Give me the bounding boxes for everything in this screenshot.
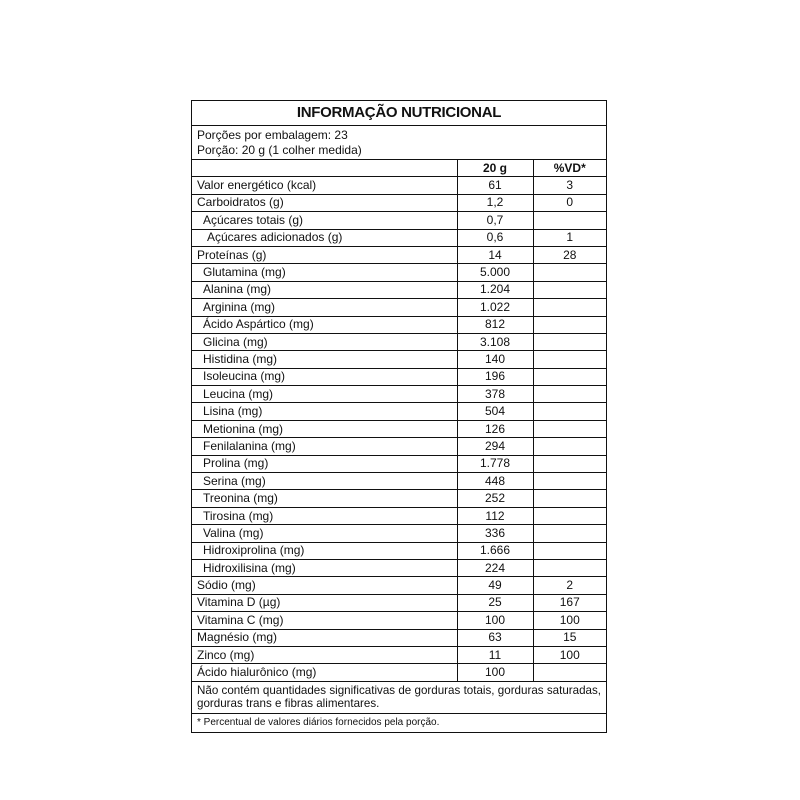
nutrient-dv: 0 [533, 194, 606, 211]
nutrient-name: Lisina (mg) [192, 403, 457, 420]
table-row [192, 473, 606, 490]
nutrient-dv [533, 473, 606, 490]
nutrient-dv [533, 386, 606, 403]
nutrient-dv: 100 [533, 612, 606, 629]
nutrient-amount: 504 [457, 403, 533, 420]
table-row [192, 507, 606, 524]
nutrient-amount: 61 [457, 177, 533, 194]
nutrient-name: Magnésio (mg) [192, 629, 457, 646]
table-row [192, 368, 606, 385]
nutrient-amount: 112 [457, 507, 533, 524]
nutrient-dv: 3 [533, 177, 606, 194]
table-row [192, 542, 606, 559]
nutrient-name: Carboidratos (g) [192, 194, 457, 211]
footnote: Não contém quantidades significativas de gorduras totais, gorduras saturadas, gorduras trans e fibras alimentares. [192, 682, 606, 714]
nutrient-name: Sódio (mg) [192, 577, 457, 594]
nutrient-name: Glicina (mg) [192, 333, 457, 350]
nutrient-name: Zinco (mg) [192, 646, 457, 663]
nutrient-name: Arginina (mg) [192, 299, 457, 316]
nutrient-name: Ácido hialurônico (mg) [192, 664, 457, 681]
nutrient-dv: 100 [533, 646, 606, 663]
table-row [192, 646, 606, 663]
nutrient-amount: 100 [457, 664, 533, 681]
nutrient-name: Proteínas (g) [192, 246, 457, 263]
nutrient-rows [192, 177, 606, 681]
nutrient-name: Histidina (mg) [192, 351, 457, 368]
nutrient-name: Valina (mg) [192, 525, 457, 542]
nutrient-name: Ácido Aspártico (mg) [192, 316, 457, 333]
nutrient-amount: 294 [457, 438, 533, 455]
nutrient-amount: 1.204 [457, 281, 533, 298]
nutrient-dv: 1 [533, 229, 606, 246]
nutrient-name: Fenilalanina (mg) [192, 438, 457, 455]
table-row [192, 664, 606, 681]
table-header-row [192, 160, 606, 177]
table-row [192, 559, 606, 576]
nutrient-amount: 11 [457, 646, 533, 663]
nutrient-amount: 126 [457, 420, 533, 437]
nutrient-dv: 15 [533, 629, 606, 646]
nutrient-amount: 3.108 [457, 333, 533, 350]
table-row [192, 229, 606, 246]
table-row [192, 612, 606, 629]
nutrient-dv [533, 455, 606, 472]
nutrient-dv: 28 [533, 246, 606, 263]
nutrient-dv [533, 525, 606, 542]
nutrient-amount: 448 [457, 473, 533, 490]
nutrient-amount: 100 [457, 612, 533, 629]
table-row [192, 455, 606, 472]
nutrient-amount: 0,7 [457, 212, 533, 229]
nutrient-amount: 25 [457, 594, 533, 611]
nutrient-amount: 224 [457, 559, 533, 576]
nutrient-dv [533, 368, 606, 385]
table-row [192, 386, 606, 403]
nutrient-name: Açúcares totais (g) [192, 212, 457, 229]
table-row [192, 177, 606, 194]
table-row [192, 420, 606, 437]
nutrient-name: Valor energético (kcal) [192, 177, 457, 194]
nutrient-name: Isoleucina (mg) [192, 368, 457, 385]
nutrient-amount: 14 [457, 246, 533, 263]
nutrient-dv [533, 281, 606, 298]
nutrient-name: Vitamina D (µg) [192, 594, 457, 611]
table-row [192, 438, 606, 455]
nutrient-amount: 5.000 [457, 264, 533, 281]
nutrient-amount: 252 [457, 490, 533, 507]
nutrient-name: Metionina (mg) [192, 420, 457, 437]
nutrient-name: Prolina (mg) [192, 455, 457, 472]
portion-info [192, 126, 606, 160]
nutrient-name: Treonina (mg) [192, 490, 457, 507]
table-row [192, 525, 606, 542]
nutrient-dv [533, 333, 606, 350]
nutrient-name: Glutamina (mg) [192, 264, 457, 281]
servings-per-package: Porções por embalagem: 23 [197, 128, 348, 142]
nutrient-amount: 812 [457, 316, 533, 333]
nutrient-name: Serina (mg) [192, 473, 457, 490]
table-row [192, 246, 606, 263]
table-row [192, 316, 606, 333]
nutrient-dv: 2 [533, 577, 606, 594]
nutrient-dv [533, 264, 606, 281]
nutrition-facts-label [191, 100, 607, 733]
nutrient-name: Alanina (mg) [192, 281, 457, 298]
nutrient-amount: 378 [457, 386, 533, 403]
nutrient-amount: 1.666 [457, 542, 533, 559]
dv-note: * Percentual de valores diários fornecidos pela porção. [197, 716, 440, 728]
nutrient-amount: 336 [457, 525, 533, 542]
serving-size: Porção: 20 g (1 colher medida) [197, 143, 362, 157]
nutrient-dv [533, 420, 606, 437]
nutrient-amount: 196 [457, 368, 533, 385]
nutrient-amount: 1,2 [457, 194, 533, 211]
label-title: INFORMAÇÃO NUTRICIONAL [192, 101, 606, 126]
table-row [192, 629, 606, 646]
nutrient-dv [533, 351, 606, 368]
header-empty [192, 160, 457, 177]
nutrient-dv [533, 403, 606, 420]
nutrient-name: Vitamina C (mg) [192, 612, 457, 629]
nutrient-dv [533, 212, 606, 229]
nutrient-dv [533, 664, 606, 681]
table-row [192, 594, 606, 611]
nutrient-name: Leucina (mg) [192, 386, 457, 403]
nutrient-dv [533, 490, 606, 507]
nutrient-amount: 0,6 [457, 229, 533, 246]
nutrient-name: Tirosina (mg) [192, 507, 457, 524]
table-row [192, 333, 606, 350]
nutrient-dv [533, 507, 606, 524]
nutrient-dv [533, 299, 606, 316]
nutrient-amount: 63 [457, 629, 533, 646]
table-row [192, 403, 606, 420]
nutrient-dv [533, 559, 606, 576]
table-row [192, 212, 606, 229]
nutrient-name: Hidroxiprolina (mg) [192, 542, 457, 559]
nutrient-amount: 49 [457, 577, 533, 594]
header-amount: 20 g [457, 160, 533, 177]
nutrient-amount: 1.022 [457, 299, 533, 316]
nutrients-table [192, 160, 606, 682]
table-row [192, 577, 606, 594]
nutrient-name: Açúcares adicionados (g) [192, 229, 457, 246]
table-row [192, 299, 606, 316]
nutrient-dv [533, 316, 606, 333]
table-row [192, 264, 606, 281]
nutrient-name: Hidroxilisina (mg) [192, 559, 457, 576]
nutrient-dv: 167 [533, 594, 606, 611]
nutrient-dv [533, 438, 606, 455]
table-row [192, 194, 606, 211]
nutrient-amount: 140 [457, 351, 533, 368]
nutrient-amount: 1.778 [457, 455, 533, 472]
nutrient-dv [533, 542, 606, 559]
header-dv: %VD* [533, 160, 606, 177]
table-row [192, 351, 606, 368]
table-row [192, 490, 606, 507]
table-row [192, 281, 606, 298]
